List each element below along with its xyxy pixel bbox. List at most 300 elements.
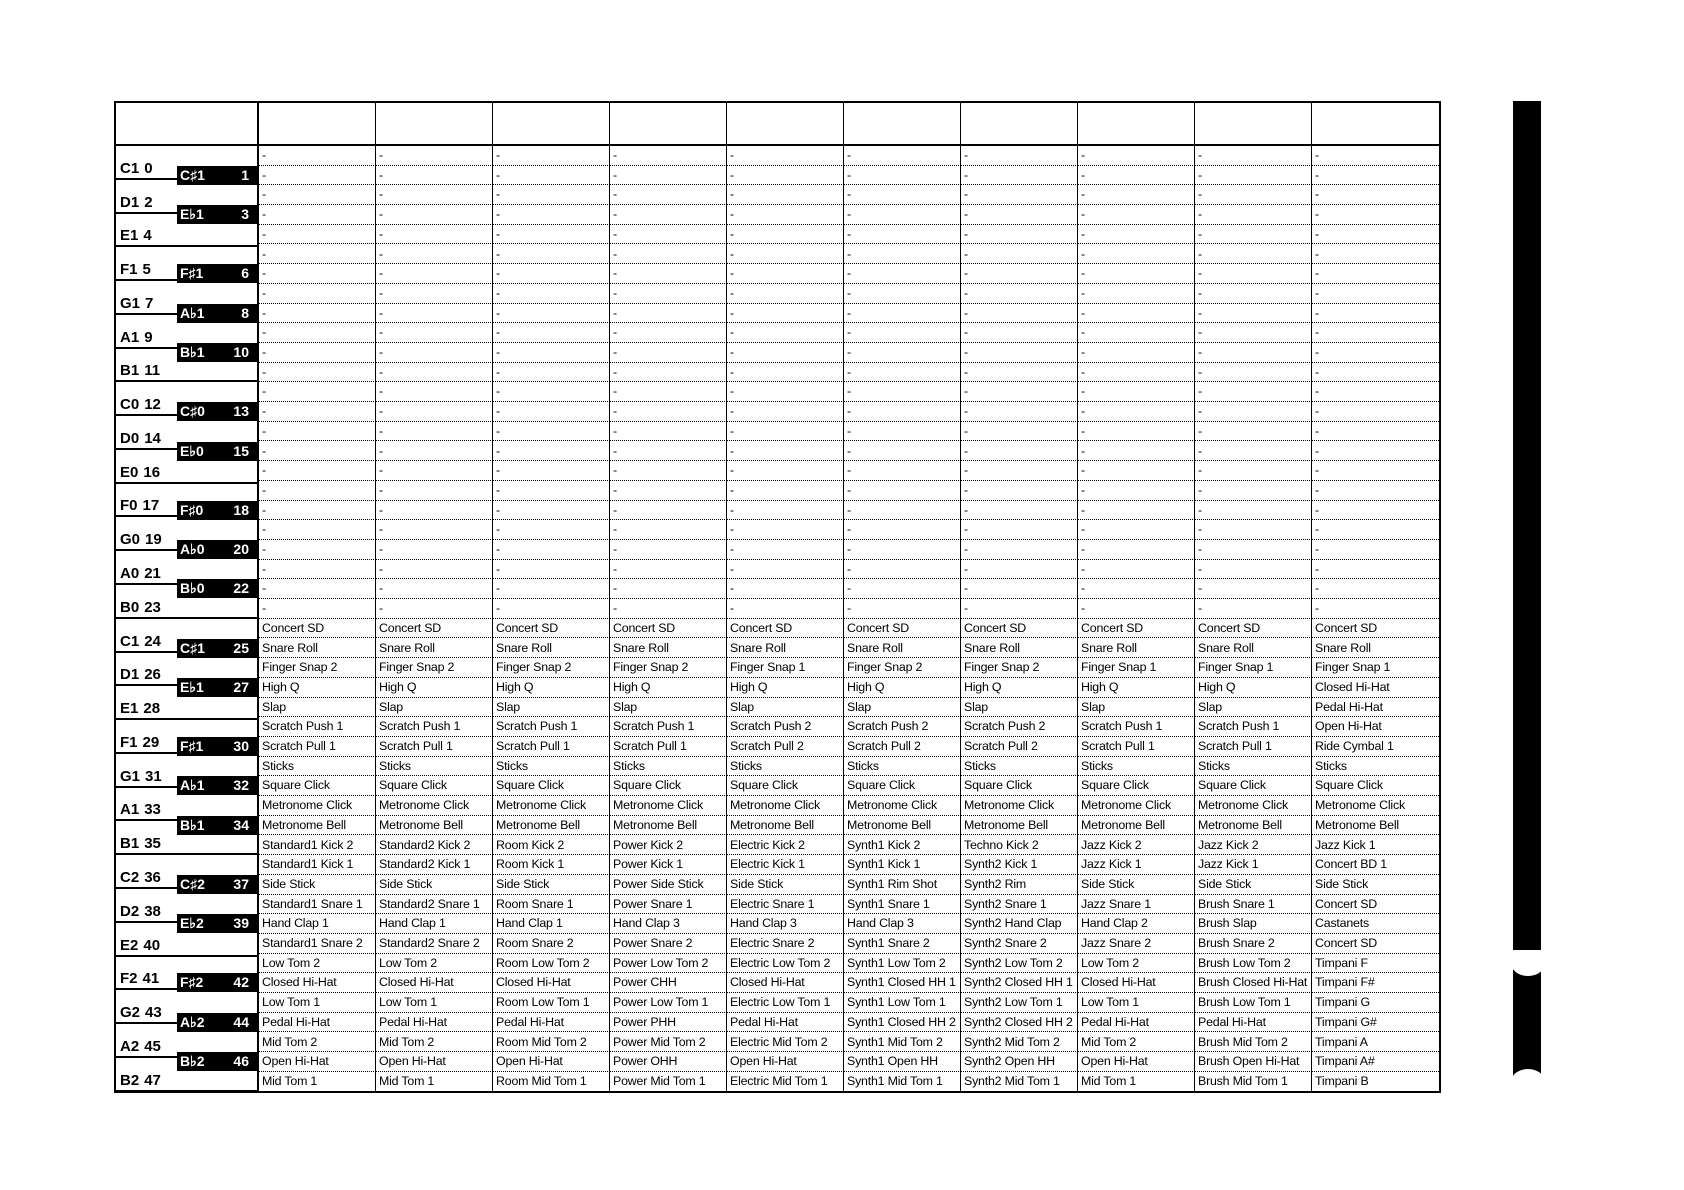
empty-cell: - xyxy=(376,579,493,599)
empty-cell: - xyxy=(493,599,610,619)
white-key-note: B2 xyxy=(120,1071,140,1089)
empty-cell: - xyxy=(259,382,376,402)
black-key xyxy=(177,402,257,421)
white-key-note: D2 xyxy=(120,902,140,920)
empty-cell: - xyxy=(1312,146,1439,166)
white-key-label xyxy=(120,195,153,210)
sound-cell: Side Stick xyxy=(1078,875,1195,895)
sound-cell: Castanets xyxy=(1312,914,1439,934)
empty-cell: - xyxy=(376,402,493,422)
sound-cell: Scratch Push 1 xyxy=(376,717,493,737)
empty-cell: - xyxy=(376,264,493,284)
sound-cell: Scratch Push 1 xyxy=(610,717,727,737)
sound-cell: Metronome Bell xyxy=(727,816,844,836)
sound-cell: Mid Tom 2 xyxy=(376,1033,493,1053)
sound-cell: Jazz Kick 2 xyxy=(1195,836,1312,856)
sound-cell: Synth2 Rim xyxy=(961,875,1078,895)
black-key-number: 44 xyxy=(233,1013,249,1030)
sound-cell: Metronome Click xyxy=(493,796,610,816)
sound-cell: Snare Roll xyxy=(376,639,493,659)
black-key xyxy=(177,442,257,461)
sound-cell: Low Tom 2 xyxy=(259,954,376,974)
white-key-note: B1 xyxy=(120,362,140,380)
sound-cell: Concert SD xyxy=(727,619,844,639)
sound-cell: Snare Roll xyxy=(727,639,844,659)
black-key-number: 22 xyxy=(233,580,249,597)
tab-notch-top xyxy=(1511,950,1545,976)
sound-cell: Concert SD xyxy=(844,619,961,639)
sound-cell: Room Mid Tom 1 xyxy=(493,1072,610,1092)
empty-cell: - xyxy=(961,461,1078,481)
sound-cell: Slap xyxy=(493,698,610,718)
empty-cell: - xyxy=(961,185,1078,205)
black-key-note: B♭1 xyxy=(180,816,205,833)
black-key xyxy=(177,678,257,697)
kit-column xyxy=(961,146,1078,1091)
white-key-label xyxy=(120,532,162,547)
sound-cell: Standard1 Kick 2 xyxy=(259,836,376,856)
sound-cell: Synth1 Closed HH 2 xyxy=(844,1013,961,1033)
empty-cell: - xyxy=(727,540,844,560)
kit-name-header xyxy=(1078,103,1195,146)
empty-cell: - xyxy=(1195,520,1312,540)
sound-cell: Synth1 Kick 2 xyxy=(844,836,961,856)
black-key-note: C♯1 xyxy=(180,639,205,656)
empty-cell: - xyxy=(961,304,1078,324)
sound-cell: Synth1 Kick 1 xyxy=(844,855,961,875)
empty-cell: - xyxy=(727,343,844,363)
empty-cell: - xyxy=(376,304,493,324)
empty-cell: - xyxy=(493,422,610,442)
empty-cell: - xyxy=(727,323,844,343)
empty-cell: - xyxy=(1312,520,1439,540)
empty-cell: - xyxy=(259,422,376,442)
sound-cell: Metronome Bell xyxy=(259,816,376,836)
sound-cell: Metronome Bell xyxy=(961,816,1078,836)
black-key xyxy=(177,914,257,933)
empty-cell: - xyxy=(1078,422,1195,442)
empty-cell: - xyxy=(961,323,1078,343)
empty-cell: - xyxy=(1312,264,1439,284)
sound-cell: Hand Clap 1 xyxy=(259,914,376,934)
white-key-number: 35 xyxy=(144,835,161,853)
empty-cell: - xyxy=(610,560,727,580)
empty-cell: - xyxy=(844,382,961,402)
sound-cell: Open Hi-Hat xyxy=(493,1052,610,1072)
sound-cell: Sticks xyxy=(727,757,844,777)
kit-name-header xyxy=(493,103,610,146)
empty-cell: - xyxy=(493,225,610,245)
empty-cell: - xyxy=(961,540,1078,560)
empty-cell: - xyxy=(1195,422,1312,442)
empty-cell: - xyxy=(961,146,1078,166)
white-key-label xyxy=(120,228,152,243)
empty-cell: - xyxy=(844,363,961,383)
sound-cell: Sticks xyxy=(493,757,610,777)
black-key-note: A♭1 xyxy=(180,777,205,794)
empty-cell: - xyxy=(1312,481,1439,501)
sound-cell: Jazz Kick 2 xyxy=(1078,836,1195,856)
black-key-note: C♯0 xyxy=(180,403,205,420)
black-key-note: B♭2 xyxy=(180,1053,205,1070)
sound-cell: Timpani F xyxy=(1312,954,1439,974)
sound-cell: Hand Clap 1 xyxy=(376,914,493,934)
black-key-note: F♯1 xyxy=(180,265,204,282)
black-key-number: 13 xyxy=(233,403,249,420)
white-key-number: 40 xyxy=(143,936,161,954)
column-divider xyxy=(375,103,376,1091)
empty-cell: - xyxy=(1312,245,1439,265)
sound-cell: Finger Snap 1 xyxy=(1078,658,1195,678)
empty-cell: - xyxy=(961,166,1078,186)
sound-cell: Ride Cymbal 1 xyxy=(1312,737,1439,757)
sound-cell: High Q xyxy=(259,678,376,698)
sound-cell: Power Low Tom 1 xyxy=(610,993,727,1013)
empty-cell: - xyxy=(376,323,493,343)
white-key-label xyxy=(120,938,160,953)
sound-cell: Low Tom 1 xyxy=(1078,993,1195,1013)
sound-cell: Electric Low Tom 2 xyxy=(727,954,844,974)
empty-cell: - xyxy=(1078,166,1195,186)
empty-cell: - xyxy=(1195,363,1312,383)
white-key-label xyxy=(120,431,161,446)
empty-cell: - xyxy=(610,501,727,521)
empty-cell: - xyxy=(493,520,610,540)
empty-cell: - xyxy=(610,284,727,304)
kit-name-header xyxy=(1312,103,1439,146)
white-key-label xyxy=(120,498,159,513)
black-key xyxy=(177,816,257,835)
sound-cell: Brush Snare 2 xyxy=(1195,934,1312,954)
empty-cell: - xyxy=(1078,245,1195,265)
sound-cell: Metronome Click xyxy=(961,796,1078,816)
empty-cell: - xyxy=(493,264,610,284)
empty-cell: - xyxy=(961,245,1078,265)
sound-cell: Power Kick 1 xyxy=(610,855,727,875)
black-key-note: B♭0 xyxy=(180,580,205,597)
sound-cell: Scratch Pull 2 xyxy=(844,737,961,757)
sound-cell: Concert SD xyxy=(1195,619,1312,639)
sound-cell: Scratch Push 1 xyxy=(493,717,610,737)
white-key-label xyxy=(120,161,153,176)
empty-cell: - xyxy=(961,579,1078,599)
empty-cell: - xyxy=(376,461,493,481)
empty-cell: - xyxy=(844,304,961,324)
sound-cell: Side Stick xyxy=(727,875,844,895)
sound-cell: Room Low Tom 2 xyxy=(493,954,610,974)
empty-cell: - xyxy=(1312,185,1439,205)
sound-cell: Room Snare 1 xyxy=(493,895,610,915)
sound-cell: Scratch Pull 1 xyxy=(1078,737,1195,757)
black-key xyxy=(177,304,257,323)
white-key-number: 38 xyxy=(144,902,161,920)
sound-cell: Power CHH xyxy=(610,973,727,993)
sound-cell: Metronome Bell xyxy=(610,816,727,836)
empty-cell: - xyxy=(727,284,844,304)
sound-cell: Brush Slap xyxy=(1195,914,1312,934)
sound-cell: Standard2 Kick 1 xyxy=(376,855,493,875)
sound-cell: Closed Hi-Hat xyxy=(376,973,493,993)
sound-cell: Scratch Pull 1 xyxy=(1195,737,1312,757)
empty-cell: - xyxy=(727,520,844,540)
sound-cell: Jazz Kick 1 xyxy=(1312,836,1439,856)
empty-cell: - xyxy=(610,166,727,186)
white-key-number: 43 xyxy=(145,1004,162,1022)
black-key-note: C♯2 xyxy=(180,875,205,892)
kit-column xyxy=(1195,146,1312,1091)
empty-cell: - xyxy=(961,442,1078,462)
white-key-label xyxy=(120,465,160,480)
black-key-note: A♭0 xyxy=(180,541,205,557)
empty-cell: - xyxy=(1078,540,1195,560)
black-key xyxy=(177,264,257,283)
empty-cell: - xyxy=(259,363,376,383)
empty-cell: - xyxy=(376,501,493,521)
sound-cell: Concert SD xyxy=(376,619,493,639)
white-key-number: 12 xyxy=(144,396,161,414)
column-divider xyxy=(960,103,961,1091)
empty-cell: - xyxy=(844,501,961,521)
white-key-number: 28 xyxy=(143,700,161,718)
sound-cell: Synth2 Kick 1 xyxy=(961,855,1078,875)
sound-cell: High Q xyxy=(376,678,493,698)
empty-cell: - xyxy=(727,560,844,580)
empty-cell: - xyxy=(844,245,961,265)
sound-cell: Snare Roll xyxy=(844,639,961,659)
sound-cell: Side Stick xyxy=(1312,875,1439,895)
empty-cell: - xyxy=(1078,185,1195,205)
empty-cell: - xyxy=(1195,166,1312,186)
empty-cell: - xyxy=(844,323,961,343)
sound-cell: Synth1 Open HH xyxy=(844,1052,961,1072)
white-key-label xyxy=(120,904,161,919)
empty-cell: - xyxy=(1195,205,1312,225)
sound-cell: Power Mid Tom 2 xyxy=(610,1033,727,1053)
empty-cell: - xyxy=(727,442,844,462)
black-key xyxy=(177,973,257,992)
sound-cell: Standard2 Kick 2 xyxy=(376,836,493,856)
drum-kit-note-map-table xyxy=(114,101,1441,1093)
empty-cell: - xyxy=(844,225,961,245)
black-key-number: 46 xyxy=(233,1053,249,1070)
empty-cell: - xyxy=(727,402,844,422)
sound-cell: Synth2 Low Tom 2 xyxy=(961,954,1078,974)
sound-cell: Timpani G xyxy=(1312,993,1439,1013)
empty-cell: - xyxy=(610,185,727,205)
sound-cell: Jazz Kick 1 xyxy=(1078,855,1195,875)
black-key-note: F♯2 xyxy=(180,974,204,991)
sound-cell: Slap xyxy=(844,698,961,718)
empty-cell: - xyxy=(376,382,493,402)
kit-column xyxy=(1312,146,1439,1091)
empty-cell: - xyxy=(1195,225,1312,245)
sound-cell: High Q xyxy=(727,678,844,698)
empty-cell: - xyxy=(1195,579,1312,599)
empty-cell: - xyxy=(610,579,727,599)
empty-cell: - xyxy=(610,343,727,363)
sound-cell: Power PHH xyxy=(610,1013,727,1033)
sound-cell: Square Click xyxy=(961,776,1078,796)
empty-cell: - xyxy=(259,560,376,580)
sound-cell: Synth2 Snare 1 xyxy=(961,895,1078,915)
white-key-label xyxy=(120,262,151,277)
column-divider xyxy=(726,103,727,1091)
black-key xyxy=(177,579,257,598)
empty-cell: - xyxy=(727,146,844,166)
empty-cell: - xyxy=(961,284,1078,304)
empty-cell: - xyxy=(259,304,376,324)
black-key-number: 25 xyxy=(233,639,249,656)
black-key-number: 27 xyxy=(233,678,249,695)
white-key-label xyxy=(120,566,161,581)
sound-cell: Square Click xyxy=(844,776,961,796)
black-key-number: 32 xyxy=(233,777,249,794)
white-key-note: B0 xyxy=(120,598,140,616)
empty-cell: - xyxy=(1195,560,1312,580)
empty-cell: - xyxy=(376,363,493,383)
sound-cell: Pedal Hi-Hat xyxy=(1195,1013,1312,1033)
sound-cell: Snare Roll xyxy=(493,639,610,659)
sound-cell: Square Click xyxy=(1195,776,1312,796)
white-key-number: 5 xyxy=(142,261,151,279)
empty-cell: - xyxy=(961,225,1078,245)
black-key xyxy=(177,501,257,520)
empty-cell: - xyxy=(259,343,376,363)
empty-cell: - xyxy=(259,323,376,343)
sound-cell: Timpani A xyxy=(1312,1033,1439,1053)
empty-cell: - xyxy=(844,520,961,540)
sound-cell: Slap xyxy=(259,698,376,718)
black-key-note: F♯0 xyxy=(180,501,204,518)
empty-cell: - xyxy=(610,402,727,422)
empty-cell: - xyxy=(961,363,1078,383)
white-key-number: 16 xyxy=(143,463,161,481)
kit-name-header xyxy=(376,103,493,146)
sound-cell: Sticks xyxy=(961,757,1078,777)
empty-cell: - xyxy=(376,343,493,363)
sound-cell: Synth1 Snare 1 xyxy=(844,895,961,915)
black-key-number: 18 xyxy=(233,501,249,518)
white-key-note: A1 xyxy=(120,801,140,819)
empty-cell: - xyxy=(1195,284,1312,304)
white-key-number: 19 xyxy=(145,531,162,549)
white-key-note: E2 xyxy=(120,936,139,954)
sound-cell: Side Stick xyxy=(259,875,376,895)
kit-column xyxy=(844,146,961,1091)
empty-cell: - xyxy=(1312,284,1439,304)
sound-cell: Sticks xyxy=(844,757,961,777)
empty-cell: - xyxy=(259,481,376,501)
sound-cell: Metronome Click xyxy=(610,796,727,816)
black-key-number: 37 xyxy=(233,875,249,892)
sound-cell: Snare Roll xyxy=(610,639,727,659)
black-key-note: E♭1 xyxy=(180,206,204,223)
empty-cell: - xyxy=(1078,520,1195,540)
sound-cell: Hand Clap 2 xyxy=(1078,914,1195,934)
kit-column xyxy=(376,146,493,1091)
sound-cell: Metronome Bell xyxy=(844,816,961,836)
empty-cell: - xyxy=(610,599,727,619)
sound-cell: Square Click xyxy=(1312,776,1439,796)
sound-cell: Electric Kick 2 xyxy=(727,836,844,856)
sound-cell: Sticks xyxy=(610,757,727,777)
empty-cell: - xyxy=(1078,560,1195,580)
black-key-number: 30 xyxy=(233,738,249,754)
empty-cell: - xyxy=(1312,540,1439,560)
sound-cell: Scratch Push 1 xyxy=(259,717,376,737)
sound-cell: Sticks xyxy=(1312,757,1439,777)
sound-cell: Jazz Snare 2 xyxy=(1078,934,1195,954)
empty-cell: - xyxy=(259,284,376,304)
empty-cell: - xyxy=(844,422,961,442)
empty-cell: - xyxy=(376,284,493,304)
sound-cell: Electric Snare 2 xyxy=(727,934,844,954)
sound-cell: Metronome Click xyxy=(844,796,961,816)
empty-cell: - xyxy=(376,560,493,580)
black-key xyxy=(177,166,257,185)
empty-cell: - xyxy=(493,442,610,462)
sound-cell: Closed Hi-Hat xyxy=(1078,973,1195,993)
empty-cell: - xyxy=(1195,343,1312,363)
empty-cell: - xyxy=(961,343,1078,363)
white-key-note: C2 xyxy=(120,868,140,886)
empty-cell: - xyxy=(1078,382,1195,402)
sound-cell: Metronome Bell xyxy=(376,816,493,836)
white-key-note: A2 xyxy=(120,1037,140,1055)
sound-cell: Electric Low Tom 1 xyxy=(727,993,844,1013)
sound-cell: Power Side Stick xyxy=(610,875,727,895)
sound-cell: Synth2 Low Tom 1 xyxy=(961,993,1078,1013)
black-key-number: 42 xyxy=(233,974,249,991)
empty-cell: - xyxy=(1312,560,1439,580)
empty-cell: - xyxy=(1195,245,1312,265)
white-key-number: 0 xyxy=(144,159,153,177)
empty-cell: - xyxy=(493,166,610,186)
white-key-number: 31 xyxy=(145,767,162,785)
sound-cell: Finger Snap 2 xyxy=(376,658,493,678)
empty-cell: - xyxy=(961,264,1078,284)
empty-cell: - xyxy=(961,402,1078,422)
white-key-number: 4 xyxy=(143,227,152,245)
white-key-number: 45 xyxy=(144,1037,161,1055)
empty-cell: - xyxy=(1078,343,1195,363)
empty-cell: - xyxy=(493,284,610,304)
sound-cell: Scratch Pull 2 xyxy=(961,737,1078,757)
sound-cell: Mid Tom 1 xyxy=(376,1072,493,1092)
empty-cell: - xyxy=(610,323,727,343)
empty-cell: - xyxy=(1312,442,1439,462)
sound-cell: Finger Snap 1 xyxy=(1195,658,1312,678)
black-key-number: 15 xyxy=(233,442,249,459)
sound-cell: Slap xyxy=(961,698,1078,718)
white-key-label xyxy=(120,363,160,378)
empty-cell: - xyxy=(1195,185,1312,205)
sound-cell: Electric Mid Tom 2 xyxy=(727,1033,844,1053)
white-key-note: E0 xyxy=(120,463,139,481)
empty-cell: - xyxy=(1195,442,1312,462)
column-divider xyxy=(1311,103,1312,1091)
empty-cell: - xyxy=(376,185,493,205)
empty-cell: - xyxy=(1312,323,1439,343)
sound-cell: Standard1 Snare 2 xyxy=(259,934,376,954)
sound-cell: Closed Hi-Hat xyxy=(1312,678,1439,698)
sound-cell: Snare Roll xyxy=(1078,639,1195,659)
empty-cell: - xyxy=(376,481,493,501)
white-key-number: 41 xyxy=(142,970,160,988)
sound-cell: Metronome Click xyxy=(376,796,493,816)
sound-cell: Metronome Bell xyxy=(493,816,610,836)
sound-cell: Snare Roll xyxy=(1312,639,1439,659)
